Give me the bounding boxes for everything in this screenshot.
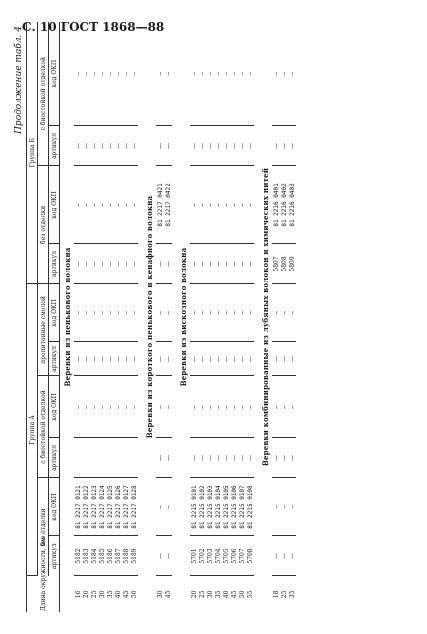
cell-b1: —	[198, 244, 206, 284]
table-row	[190, 22, 198, 612]
header-article-short: артикул	[49, 342, 60, 376]
cell-a1: 5701	[190, 536, 198, 576]
cell-b2: —	[272, 126, 280, 166]
header-a-resin: пропитанные смолой	[38, 284, 49, 376]
cell-d2: —	[246, 22, 254, 126]
cell-b1: —	[206, 244, 214, 284]
cell-d1: 81 2216 0402	[280, 166, 288, 244]
cell-c2: —	[222, 376, 230, 438]
header-okp: код ОКП	[49, 376, 60, 438]
cell-b2: —	[164, 126, 172, 166]
cell-len: 20	[82, 590, 90, 599]
cell-d2: —	[90, 22, 98, 126]
cell-d1: —	[190, 166, 198, 244]
cell-d1: —	[230, 166, 238, 244]
cell-a3: —	[156, 342, 164, 376]
header-okp: код ОКП	[49, 478, 60, 536]
table-row	[246, 22, 254, 612]
cell-a1: 5185	[98, 536, 106, 576]
section-title-row	[142, 22, 156, 612]
cell-a2: —	[272, 438, 280, 478]
table-row	[74, 22, 82, 612]
cell-d1: —	[214, 166, 222, 244]
cell-d1: 81 2216 0403	[288, 166, 296, 244]
table-row	[272, 22, 280, 612]
cell-c2: —	[90, 376, 98, 438]
cell-a1: 5187	[114, 536, 122, 576]
cell-c3: —	[238, 284, 246, 342]
table-row	[106, 22, 114, 612]
cell-c2: —	[74, 376, 82, 438]
cell-c1: —	[164, 478, 172, 536]
cell-c2: —	[280, 376, 288, 438]
cell-a2: —	[214, 438, 222, 478]
cell-len: 20	[190, 590, 198, 599]
header-length: Длина окружности, мм	[27, 576, 60, 612]
cell-a1: 5188	[122, 536, 130, 576]
cell-c1: 81 2217 0123	[90, 478, 98, 536]
cell-d1: —	[198, 166, 206, 244]
cell-b1: —	[114, 244, 122, 284]
cell-a2: —	[280, 438, 288, 478]
cell-a3: —	[130, 342, 138, 376]
cell-c3: —	[222, 284, 230, 342]
section-title: Веревки комбинированные из лубяных волокон и химических нитей	[260, 167, 270, 467]
cell-c2: —	[82, 376, 90, 438]
cell-a1: 5703	[206, 536, 214, 576]
cell-b1: —	[106, 244, 114, 284]
cell-d1: —	[106, 166, 114, 244]
cell-c2: —	[230, 376, 238, 438]
cell-a3: —	[74, 342, 82, 376]
cell-c2: —	[156, 376, 164, 438]
cell-d1: 81 2216 0401	[272, 166, 280, 244]
cell-a3: —	[246, 342, 254, 376]
cell-b2: —	[130, 126, 138, 166]
cell-a3: —	[164, 342, 172, 376]
cell-b1: —	[156, 244, 164, 284]
cell-a2: —	[190, 438, 198, 478]
cell-a3: —	[106, 342, 114, 376]
cell-b1: —	[98, 244, 106, 284]
cell-a1: 5702	[198, 536, 206, 576]
cell-d2: —	[198, 22, 206, 126]
cell-c1: 81 2215 0106	[230, 478, 238, 536]
table-row	[288, 22, 296, 612]
cell-b2: —	[280, 126, 288, 166]
cell-len: 45	[230, 590, 238, 599]
cell-b2: —	[74, 126, 82, 166]
cell-c3: —	[230, 284, 238, 342]
cell-b1: —	[222, 244, 230, 284]
cell-c1: 81 2215 0101	[190, 478, 198, 536]
cell-d1: 81 2217 0421	[156, 166, 164, 244]
cell-d2: —	[98, 22, 106, 126]
cell-a2: —	[288, 438, 296, 478]
cell-c1: —	[288, 478, 296, 536]
cell-d1: —	[122, 166, 130, 244]
cell-b2: —	[206, 126, 214, 166]
cell-d1: —	[206, 166, 214, 244]
cell-c3: —	[122, 284, 130, 342]
cell-a3: —	[190, 342, 198, 376]
cell-len: 25	[90, 590, 98, 599]
cell-a3: —	[238, 342, 246, 376]
cell-c2: —	[214, 376, 222, 438]
cell-b2: —	[90, 126, 98, 166]
cell-len: 40	[222, 590, 230, 599]
cell-c2: —	[190, 376, 198, 438]
cell-d1: —	[90, 166, 98, 244]
cell-b2: —	[114, 126, 122, 166]
cell-a2	[98, 438, 106, 478]
cell-d1: 81 2217 0422	[164, 166, 172, 244]
cell-len: 50	[130, 590, 138, 599]
header-group-a: Группа А	[27, 284, 38, 576]
cell-c1: 81 2215 0104	[214, 478, 222, 536]
cell-len: 25	[198, 590, 206, 599]
cell-a1: 5186	[106, 536, 114, 576]
cell-d1: —	[74, 166, 82, 244]
header-okp: код ОКП	[49, 284, 60, 342]
cell-b1: —	[246, 244, 254, 284]
cell-b1: —	[90, 244, 98, 284]
cell-a2	[114, 438, 122, 478]
table-row	[238, 22, 246, 612]
cell-c3: —	[214, 284, 222, 342]
cell-a2	[106, 438, 114, 478]
table-row	[206, 22, 214, 612]
cell-a3: —	[280, 342, 288, 376]
cell-d1: —	[82, 166, 90, 244]
cell-b2: —	[122, 126, 130, 166]
header-group-b: Группа Б	[27, 22, 38, 284]
cell-a3: —	[222, 342, 230, 376]
cell-c3: —	[90, 284, 98, 342]
cell-b1: —	[82, 244, 90, 284]
cell-len: 50	[238, 590, 246, 599]
cell-a1: 5705	[222, 536, 230, 576]
cell-b1: —	[230, 244, 238, 284]
cell-b2: —	[288, 126, 296, 166]
cell-c3: —	[164, 284, 172, 342]
cell-b1: 5809	[288, 244, 296, 284]
cell-c1: 81 2215 0105	[222, 478, 230, 536]
cell-c3: —	[288, 284, 296, 342]
cell-c2: —	[114, 376, 122, 438]
cell-c1: 81 2217 0121	[74, 478, 82, 536]
header-article: артикул	[49, 126, 60, 166]
cell-len: 35	[214, 590, 222, 599]
cell-d2: —	[130, 22, 138, 126]
cell-a1: 5184	[90, 536, 98, 576]
cell-a1: —	[288, 536, 296, 576]
cell-c2: —	[122, 376, 130, 438]
cell-c3: —	[74, 284, 82, 342]
cell-a2: —	[246, 438, 254, 478]
cell-c1: 81 2217 0124	[98, 478, 106, 536]
cell-d2: —	[230, 22, 238, 126]
cell-b2: —	[230, 126, 238, 166]
cell-a2: —	[238, 438, 246, 478]
cell-d1: —	[114, 166, 122, 244]
cell-d1: —	[238, 166, 246, 244]
cell-c2: —	[238, 376, 246, 438]
cell-a3: —	[114, 342, 122, 376]
header-okp: код ОКП	[49, 22, 60, 126]
section-title: Веревки из короткого пенькового и кенафного волокна	[144, 195, 154, 439]
cell-d2: —	[214, 22, 222, 126]
cell-c2: —	[164, 376, 172, 438]
table-body	[60, 22, 301, 612]
continuation-label: Продолжение табл. 4	[14, 26, 24, 134]
cell-b2: —	[222, 126, 230, 166]
cell-c3: —	[198, 284, 206, 342]
table-row	[164, 22, 172, 612]
cell-d2: —	[82, 22, 90, 126]
page-header: С. 10 ГОСТ 1868—88	[22, 20, 165, 34]
cell-d1: —	[130, 166, 138, 244]
table-row	[156, 22, 164, 612]
header-okp: код ОКП	[49, 166, 60, 244]
cell-a2: —	[164, 438, 172, 478]
cell-c3: —	[272, 284, 280, 342]
cell-c1: 81 2215 0103	[206, 478, 214, 536]
cell-d2: —	[164, 22, 172, 126]
header-article: артикул	[49, 438, 60, 478]
cell-c3: —	[82, 284, 90, 342]
table-row	[114, 22, 122, 612]
table-row	[230, 22, 238, 612]
cell-a2	[122, 438, 130, 478]
cell-a1: 5706	[230, 536, 238, 576]
cell-c3: —	[206, 284, 214, 342]
cell-c2: —	[198, 376, 206, 438]
rope-table	[26, 22, 300, 612]
table-row	[98, 22, 106, 612]
cell-len: 35	[288, 590, 296, 599]
cell-b1: —	[214, 244, 222, 284]
cell-d2: —	[106, 22, 114, 126]
cell-a3: —	[82, 342, 90, 376]
cell-c1: —	[156, 478, 164, 536]
cell-a2: —	[198, 438, 206, 478]
cell-c3: —	[156, 284, 164, 342]
cell-len: 30	[98, 590, 106, 599]
cell-a2	[90, 438, 98, 478]
cell-len: 18	[272, 590, 280, 599]
cell-b2: —	[246, 126, 254, 166]
cell-c2: —	[130, 376, 138, 438]
cell-d2: —	[222, 22, 230, 126]
rotated-table-block	[12, 22, 412, 612]
cell-d2: —	[156, 22, 164, 126]
cell-b2: —	[238, 126, 246, 166]
cell-a2: —	[230, 438, 238, 478]
cell-b2: —	[190, 126, 198, 166]
spacer-cell	[296, 22, 300, 612]
cell-d2: —	[206, 22, 214, 126]
cell-c1: 81 2217 0122	[82, 478, 90, 536]
cell-c1: —	[280, 478, 288, 536]
table-row	[222, 22, 230, 612]
table-row	[130, 22, 138, 612]
cell-d2: —	[238, 22, 246, 126]
cell-b2: —	[98, 126, 106, 166]
cell-d2: —	[114, 22, 122, 126]
cell-b1: —	[74, 244, 82, 284]
cell-a3: —	[198, 342, 206, 376]
cell-a3: —	[214, 342, 222, 376]
cell-d1: —	[246, 166, 254, 244]
spacer-row	[296, 22, 300, 612]
cell-c3: —	[114, 284, 122, 342]
cell-d1: —	[222, 166, 230, 244]
cell-c2: —	[272, 376, 280, 438]
cell-b2: —	[214, 126, 222, 166]
cell-b1: 5808	[280, 244, 288, 284]
cell-b2: —	[156, 126, 164, 166]
section-title: Веревки из пенькового волокна	[62, 247, 72, 387]
cell-c3: —	[98, 284, 106, 342]
cell-c3: —	[246, 284, 254, 342]
cell-d2: —	[122, 22, 130, 126]
cell-a3: —	[90, 342, 98, 376]
header-article: артикул	[49, 536, 60, 576]
cell-c1: 81 2217 0126	[114, 478, 122, 536]
cell-d2: —	[190, 22, 198, 126]
cell-a1: —	[280, 536, 288, 576]
cell-b1: —	[130, 244, 138, 284]
section-title-row	[176, 22, 190, 612]
cell-c2: —	[98, 376, 106, 438]
cell-a2	[74, 438, 82, 478]
cell-a1: 5708	[246, 536, 254, 576]
cell-a3: —	[206, 342, 214, 376]
cell-c1: 81 2215 0102	[198, 478, 206, 536]
cell-c3: —	[130, 284, 138, 342]
cell-c2: —	[206, 376, 214, 438]
cell-b1: —	[122, 244, 130, 284]
table-row	[198, 22, 206, 612]
cell-d2: —	[74, 22, 82, 126]
cell-d2: —	[288, 22, 296, 126]
cell-c1: 81 2217 0127	[122, 478, 130, 536]
cell-a1: —	[272, 536, 280, 576]
cell-c1: 81 2217 0125	[106, 478, 114, 536]
cell-a2: —	[156, 438, 164, 478]
section-title-row	[258, 22, 272, 612]
cell-len: 55	[246, 590, 254, 599]
cell-len: 45	[122, 590, 130, 599]
cell-a1: 5182	[74, 536, 82, 576]
cell-len: 30	[206, 590, 214, 599]
section-title: Веревки из вискозного волокна	[178, 247, 188, 387]
cell-len: 30	[156, 590, 164, 599]
cell-c1: 81 2215 0107	[238, 478, 246, 536]
table-row	[90, 22, 98, 612]
cell-a1: —	[164, 536, 172, 576]
header-b-no-finish: без отделки	[38, 166, 49, 284]
cell-c2: —	[246, 376, 254, 438]
cell-a3: —	[272, 342, 280, 376]
cell-len: 45	[164, 590, 172, 599]
header-article: артикул	[49, 244, 60, 284]
cell-b1: —	[164, 244, 172, 284]
cell-a3: —	[230, 342, 238, 376]
cell-a2	[130, 438, 138, 478]
cell-b2: —	[82, 126, 90, 166]
cell-len: 16	[74, 590, 82, 599]
cell-c2: —	[288, 376, 296, 438]
cell-c1: —	[272, 478, 280, 536]
cell-a3: —	[98, 342, 106, 376]
header-a-biostable: с биостойкой отделкой	[38, 376, 49, 478]
cell-b2: —	[198, 126, 206, 166]
cell-a1: 5707	[238, 536, 246, 576]
cell-b1: 5807	[272, 244, 280, 284]
header-b-biostable: с биостойкой отделкой	[38, 22, 49, 166]
cell-a1: 5189	[130, 536, 138, 576]
cell-c3: —	[280, 284, 288, 342]
cell-b1: —	[238, 244, 246, 284]
cell-a2: —	[222, 438, 230, 478]
cell-c2: —	[106, 376, 114, 438]
table-row	[82, 22, 90, 612]
cell-len: 40	[114, 590, 122, 599]
cell-a3: —	[122, 342, 130, 376]
section-title-row	[60, 22, 75, 612]
cell-d2: —	[280, 22, 288, 126]
cell-b1: —	[190, 244, 198, 284]
cell-a2	[82, 438, 90, 478]
cell-len: 35	[106, 590, 114, 599]
table-row	[214, 22, 222, 612]
cell-d2: —	[272, 22, 280, 126]
cell-a1: 5704	[214, 536, 222, 576]
table-row	[122, 22, 130, 612]
cell-a3: —	[288, 342, 296, 376]
cell-a2: —	[206, 438, 214, 478]
cell-c3: —	[190, 284, 198, 342]
cell-a1: —	[156, 536, 164, 576]
cell-len: 25	[280, 590, 288, 599]
cell-a1: 5183	[82, 536, 90, 576]
cell-c3: —	[106, 284, 114, 342]
table-row	[280, 22, 288, 612]
cell-d1: —	[98, 166, 106, 244]
cell-c1: 81 2217 0128	[130, 478, 138, 536]
header-a-no-finish: без отделки	[38, 478, 49, 576]
cell-b2: —	[106, 126, 114, 166]
cell-c1: 81 2215 0108	[246, 478, 254, 536]
